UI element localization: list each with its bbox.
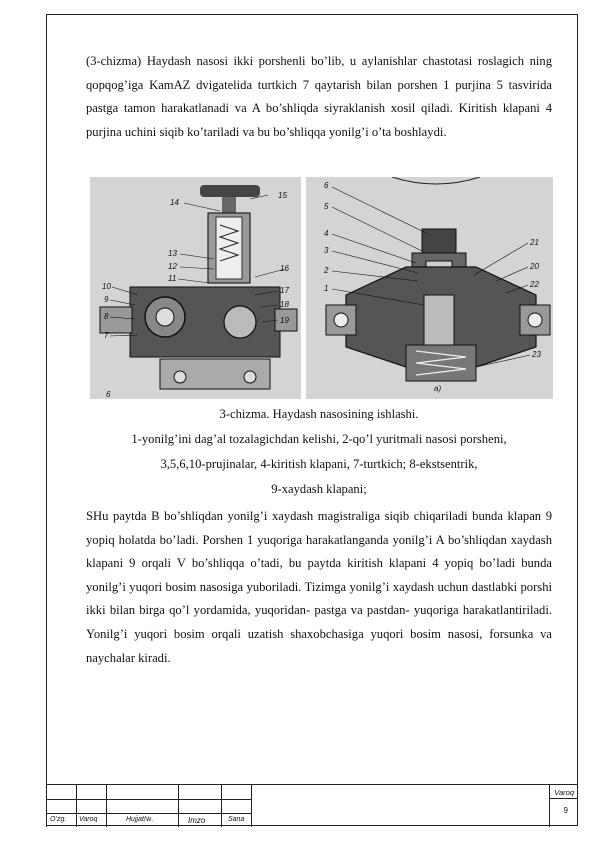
- paragraph-main: SHu paytda B bo’shliqdan yonilg’i xaydash magistraliga siqib chiqariladi bunda klapan 9 yopiq holatda bo’ladi. Porshen 1 yuqoriga harakatlanganda yonilg’i A bo’shliqdan xaydash klapani 9 orqali V bo’shliqqa o’tadi, bu paytda kiritish klapani 4 yopiq bo’ladi bunda yonilg’i yuqori bosim nasosiga yuboriladi. Tizimga yonilg’i xaydash uchun dastlabki porshi ikki bilan birga qo’l yordamida, yuqoridan- pastga va pastdan- yuqoriga harakatlantiriladi. Yonilg’i yuqori bosim orqali uzatish shaxobchasiga yuqori bosim nasosi, forsunka va naychalar kiradi.: [86, 509, 552, 665]
- fig-right-label-2: 2: [324, 266, 329, 275]
- fig-right-label-21: 21: [530, 238, 539, 247]
- fig-left-label-19: 19: [280, 316, 289, 325]
- fig-right-label-22: 22: [530, 280, 539, 289]
- figure-caption: [86, 402, 552, 502]
- fig-left-label-13: 13: [168, 249, 177, 258]
- stamp-col-hujjat: Hujjat№.: [126, 816, 154, 823]
- fig-left-label-6: 6: [106, 390, 111, 399]
- fig-right-label-3: 3: [324, 246, 329, 255]
- fig-left-label-16: 16: [280, 264, 289, 273]
- title-block: [46, 784, 578, 827]
- fig-left-label-14: 14: [170, 198, 179, 207]
- caption-title: 3-chizma. Haydash nasosining ishlashi.: [219, 407, 419, 421]
- fig-left-label-15a: 15: [278, 191, 287, 200]
- fig-right-label-a: a): [434, 384, 442, 393]
- fig-right-label-1: 1: [324, 284, 329, 293]
- stamp-col-ozg: O’zg.: [50, 816, 67, 823]
- figure-left-pump: [90, 177, 301, 399]
- stamp-divider: [76, 785, 77, 827]
- fig-right-label-23: 23: [532, 350, 541, 359]
- stamp-col-varoq: Varoq: [79, 816, 98, 823]
- stamp-divider: [106, 785, 107, 827]
- fig-left-label-18: 18: [280, 300, 289, 309]
- stamp-divider: [178, 785, 179, 827]
- fig-left-label-9: 9: [104, 295, 109, 304]
- fig-left-label-11: 11: [168, 274, 177, 283]
- figure-right-pump: [306, 177, 553, 399]
- fig-left-label-17: 17: [280, 286, 289, 295]
- fig-left-label-10: 10: [102, 282, 111, 291]
- fig-left-label-8: 8: [104, 312, 109, 321]
- fig-right-label-4: 4: [324, 229, 329, 238]
- paragraph-intro: (3-chizma) Haydash nasosi ikki porshenli bo’lib, u aylanishlar chastotasi roslagich ning qopqog’iga KamAZ dvigatelida turtkich 7 qaytarish bilan porshen 1 purjina 5 tasvirida pastga tamon harakatlanadi va A bo’shliqda siyraklanish xosil qiladi. Kiritish klapani 4 purjina uchini siqib ko’tariladi va bu bo’shliqqa yonilg’i o’ta boshlaydi.: [86, 54, 552, 139]
- fig-right-label-20: 20: [530, 262, 539, 271]
- pump-drawing-left: [90, 177, 301, 399]
- stamp-row-line: [549, 798, 578, 799]
- stamp-col-sana: Sana: [228, 816, 245, 823]
- stamp-row-line: [46, 799, 251, 800]
- page-number: 9: [563, 806, 568, 815]
- fig-left-label-7: 7: [104, 331, 109, 340]
- fig-right-label-5: 5: [324, 202, 329, 211]
- stamp-divider: [549, 785, 550, 827]
- stamp-divider: [221, 785, 222, 827]
- sheet-label: Varoq: [554, 788, 574, 797]
- stamp-divider: [46, 785, 47, 827]
- stamp-row-line: [46, 813, 251, 814]
- stamp-col-imzo: Imzo: [188, 816, 206, 825]
- caption-line-2: 1-yonilg’ini dag’al tozalagichdan kelishi, 2-qo’l yuritmali nasosi porsheni,: [131, 432, 507, 446]
- caption-line-3: 3,5,6,10-prujinalar, 4-kiritish klapani, 7-turtkich; 8-ekstsentrik,: [160, 457, 478, 471]
- pump-drawing-right: [306, 177, 553, 399]
- caption-line-4: 9-xaydash klapani;: [271, 482, 367, 496]
- fig-left-label-12: 12: [168, 262, 177, 271]
- fig-right-label-6: 6: [324, 181, 329, 190]
- stamp-divider: [251, 785, 252, 827]
